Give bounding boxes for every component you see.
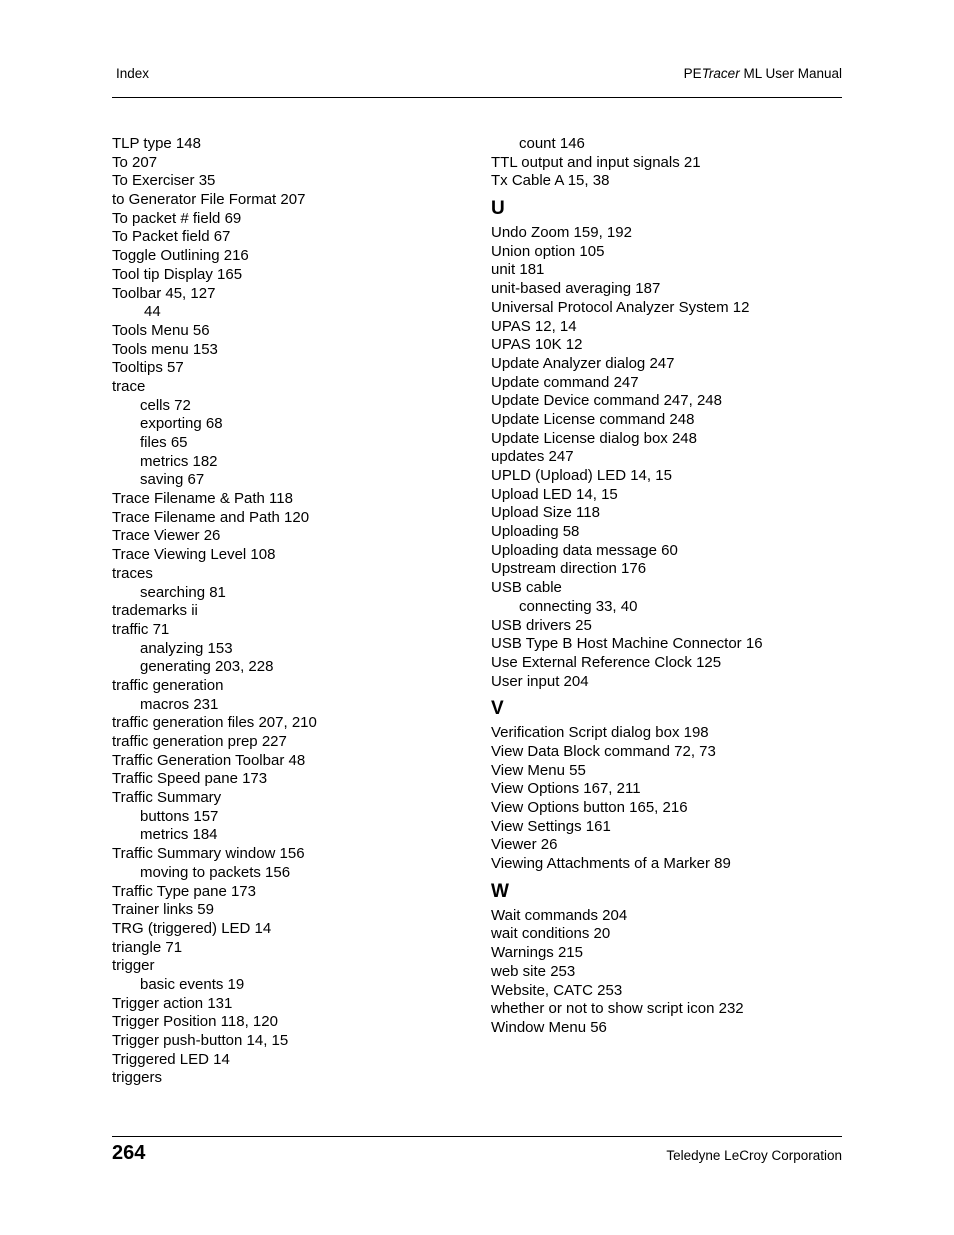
index-subentry: generating 203, 228 [140,658,274,676]
index-entry: triggers [112,1069,163,1087]
index-entry: Trainer links 59 [112,901,214,919]
index-entry: unit 181 [491,261,545,279]
index-subentry: analyzing 153 [140,639,233,657]
header-manual-suffix: ML User Manual [739,66,842,81]
index-entry: updates 247 [491,448,574,466]
index-entry: View Settings 161 [491,817,611,835]
header-rule [112,97,842,98]
index-entry: trigger [112,957,155,975]
index-entry: To Exerciser 35 [112,172,216,190]
index-entry: Trigger Position 118, 120 [112,1013,278,1031]
index-entry: Universal Protocol Analyzer System 12 [491,298,750,316]
index-entry: traffic generation files 207, 210 [112,714,317,732]
index-entry: Toolbar 45, 127 [112,284,216,302]
index-entry: Trace Filename and Path 120 [112,508,310,526]
index-entry: TLP type 148 [112,135,201,152]
index-entry: Tools menu 153 [112,340,218,358]
index-entry: Uploading data message 60 [491,541,678,559]
index-entry: Wait commands 204 [491,906,628,924]
index-subentry: count 146 [519,135,585,152]
index-entry: Window Menu 56 [491,1018,607,1036]
index-entry: to Generator File Format 207 [112,191,306,209]
index-entry: Update Device command 247, 248 [491,392,722,410]
header-manual-prefix: PE [683,66,702,81]
header-manual-italic: Tracer [701,66,740,81]
index-entry: User input 204 [491,672,589,690]
index-entry: traffic 71 [112,620,170,638]
index-entry: Update command 247 [491,373,639,391]
index-subentry: buttons 157 [140,807,219,825]
index-subentry: moving to packets 156 [140,863,291,881]
index-entry: Upstream direction 176 [491,560,647,578]
index-entry: TRG (triggered) LED 14 [112,919,272,937]
index-entry: Update License dialog box 248 [491,429,697,447]
index-entry: wait conditions 20 [491,925,611,943]
index-column-left [112,135,472,1088]
index-subentry: exporting 68 [140,415,223,433]
index-subentry: connecting 33, 40 [519,597,638,615]
index-entry: Upload LED 14, 15 [491,485,618,503]
index-entry: UPLD (Upload) LED 14, 15 [491,467,672,484]
index-entry: View Options 167, 211 [491,780,641,798]
index-subentry: metrics 184 [140,826,218,844]
footer-rule [112,1136,842,1137]
index-entry: Website, CATC 253 [491,981,623,999]
index-entry: Traffic Speed pane 173 [112,770,268,788]
index-subentry: searching 81 [140,583,226,601]
index-entry: Trigger action 131 [112,994,233,1012]
index-entry: Triggered LED 14 [112,1050,230,1068]
index-entry: To Packet field 67 [112,228,231,246]
index-entry: USB Type B Host Machine Connector 16 [491,635,763,653]
index-entry: traces [112,564,153,582]
index-entry: Warnings 215 [491,944,583,962]
index-entry: Trace Filename & Path 118 [112,490,293,508]
index-entry: Update Analyzer dialog 247 [491,354,675,372]
index-subentry: basic events 19 [140,975,245,993]
index-entry: Update License command 248 [491,410,695,428]
index-entry: USB cable [491,579,562,597]
index-entry: trademarks ii [112,602,198,620]
index-entry: View Data Block command 72, 73 [491,742,716,760]
index-entry: USB drivers 25 [491,616,592,634]
index-entry: Viewer 26 [491,836,558,854]
index-entry: Tools Menu 56 [112,321,210,339]
index-entry: Traffic Summary [112,789,222,807]
index-subentry: metrics 182 [140,452,218,470]
page-number: 264 [112,1142,146,1164]
index-entry: Traffic Generation Toolbar 48 [112,751,306,769]
index-entry: UPAS 10K 12 [491,336,583,354]
footer-company: Teledyne LeCroy Corporation [666,1148,842,1163]
index-entry: View Options button 165, 216 [491,799,688,816]
index-entry: Trace Viewer 26 [112,527,221,545]
index-entry: To packet # field 69 [112,209,242,227]
index-entry: Tooltips 57 [112,359,184,377]
header-section-title: Index [116,66,150,81]
index-entry: Toggle Outlining 216 [112,247,249,265]
index-entry: Traffic Summary window 156 [112,845,305,863]
index-entry: traffic generation prep 227 [112,733,287,750]
section-letter-v: V [491,698,504,720]
index-entry: TTL output and input signals 21 [491,153,701,171]
header-manual-title [684,66,842,81]
section-letter-u: U [491,198,505,220]
index-entry: Viewing Attachments of a Marker 89 [491,855,731,873]
index-subentry: saving 67 [140,471,205,489]
index-entry: Traffic Type pane 173 [112,882,256,900]
index-entry: Undo Zoom 159, 192 [491,224,632,242]
index-entry: Union option 105 [491,242,605,260]
index-entry: UPAS 12, 14 [491,317,577,335]
index-entry: web site 253 [491,962,576,980]
index-entry: unit-based averaging 187 [491,280,661,298]
index-column-right [491,135,841,1038]
index-entry: Trigger push-button 14, 15 [112,1032,289,1049]
index-entry: Upload Size 118 [491,504,600,522]
index-entry: View Menu 55 [491,761,586,779]
index-entry: traffic generation [112,676,224,694]
section-letter-w: W [491,880,509,902]
index-subentry: 44 [144,303,161,321]
index-entry: triangle 71 [112,938,183,956]
index-entry: whether or not to show script icon 232 [491,1000,744,1018]
index-entry: Trace Viewing Level 108 [112,546,276,564]
index-entry: Use External Reference Clock 125 [491,653,722,671]
index-entry: trace [112,377,146,395]
index-entry: Verification Script dialog box 198 [491,724,709,742]
index-entry: To 207 [112,153,158,171]
index-entry: Tx Cable A 15, 38 [491,172,610,190]
index-subentry: cells 72 [140,396,191,414]
index-entry: Tool tip Display 165 [112,265,243,283]
index-subentry: files 65 [140,434,188,451]
index-entry: Uploading 58 [491,523,580,541]
index-subentry: macros 231 [140,695,219,713]
